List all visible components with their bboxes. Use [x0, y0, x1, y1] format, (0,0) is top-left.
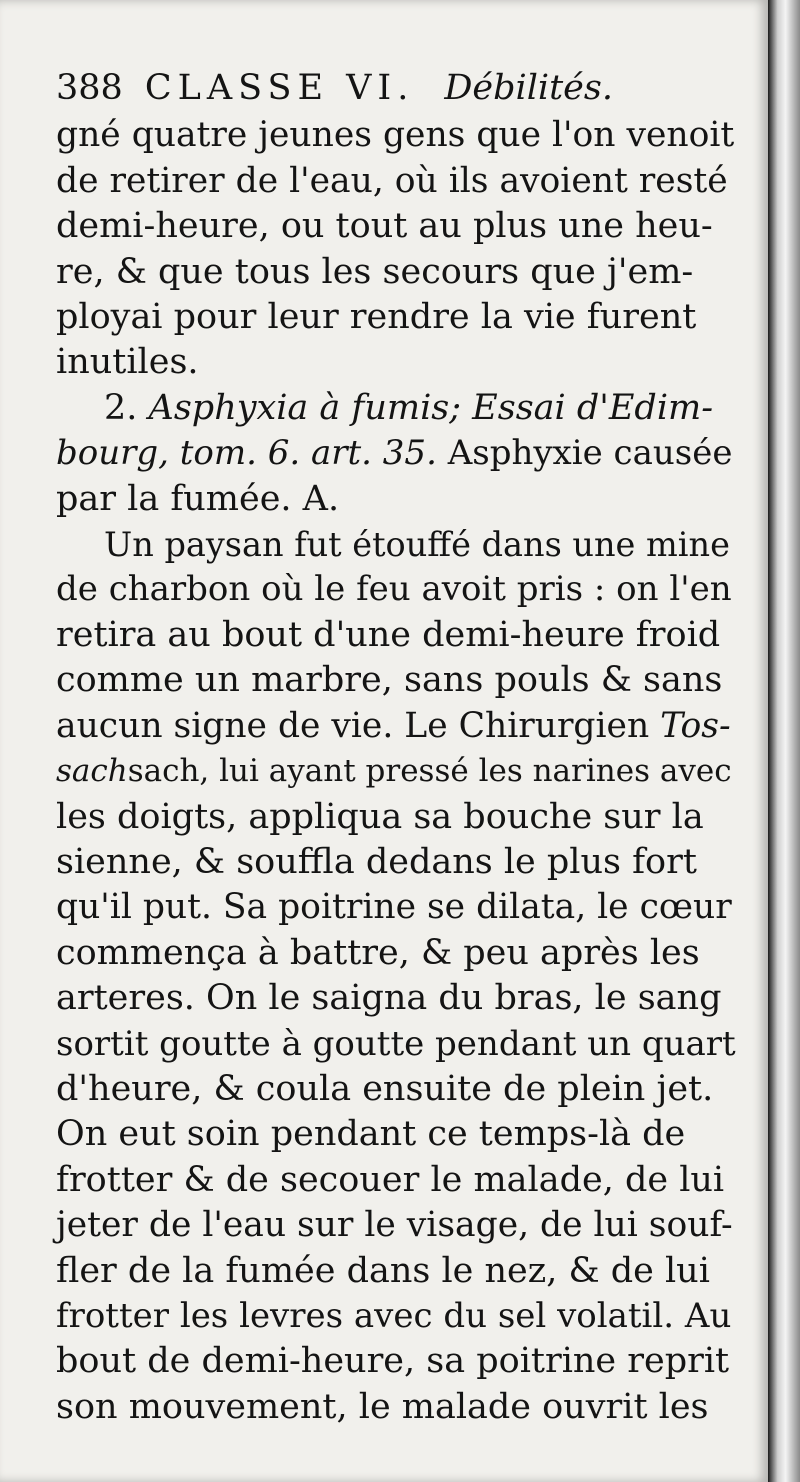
entry-heading — [56, 386, 736, 431]
book-edge — [768, 0, 800, 1482]
text-line: demi-heure, ou tout au plus une heu- — [56, 206, 713, 247]
text-line: arteres. On le saigna du bras, le sang — [56, 978, 722, 1019]
text-line — [56, 749, 736, 794]
text-line: les doigts, appliqua sa bouche sur la — [56, 796, 704, 837]
text-line: sortit goutte à goutte pendant un quart — [56, 1023, 736, 1064]
entry-french-title-end: par la fumée. A. — [56, 478, 340, 519]
text-line: ployai pour leur rendre la vie furent — [56, 297, 697, 338]
surgeon-name: Tos- — [660, 705, 731, 746]
text-line: re, & que tous les secours que j'em- — [56, 251, 694, 292]
text-line: frotter les levres avec du sel volatil. Au — [56, 1295, 732, 1336]
text-line: comme un marbre, sans pouls & sans — [56, 660, 723, 701]
text-line: d'heure, & coula ensuite de plein jet. — [56, 1068, 714, 1109]
page-text — [56, 66, 736, 1430]
entry-number: 2. — [104, 387, 138, 428]
text-line: Un paysan fut étouffé dans une mine — [104, 525, 730, 565]
section-topic: Débilités. — [444, 68, 613, 108]
entry-source: bourg, tom. 6. art. 35. — [56, 433, 437, 474]
text-line: commença à battre, & peu après les — [56, 932, 700, 973]
surgeon-name-end: sach — [56, 753, 128, 790]
text-line: de retirer de l'eau, où ils avoient resté — [56, 160, 728, 201]
entry-source-line — [56, 431, 736, 476]
text-line: frotter & de secouer le malade, de lui — [56, 1159, 725, 1200]
text-line: gné quatre jeunes gens que l'on venoit — [56, 115, 735, 156]
entry-latin-title: Asphyxia à fumis; Essai d'Edim- — [148, 387, 714, 428]
text-line: son mouvement, le malade ouvrit les — [56, 1386, 709, 1427]
text-line: inutiles. — [56, 342, 199, 383]
text-line: qu'il put. Sa poitrine se dilata, le cœur — [56, 887, 732, 928]
text-line: On eut soin pendant ce temps-là de — [56, 1114, 686, 1155]
page-number: 388 — [56, 68, 123, 108]
text-fragment: sach, lui ayant pressé les narines avec — [127, 753, 732, 790]
text-line: sienne, & souffla dedans le plus fort — [56, 841, 697, 882]
text-line: de charbon où le feu avoit pris : on l'en — [56, 569, 732, 610]
text-line — [56, 704, 736, 749]
section-title: CLASSE VI. — [144, 68, 415, 108]
text-fragment: aucun signe de vie. Le Chirurgien — [56, 705, 650, 746]
entry-french-title: Asphyxie causée — [447, 433, 733, 474]
running-header — [56, 66, 736, 111]
text-line: bout de demi-heure, sa poitrine reprit — [56, 1341, 730, 1382]
text-line: retira au bout d'une demi-heure froid — [56, 614, 721, 655]
text-line: jeter de l'eau sur le visage, de lui souf- — [56, 1205, 733, 1246]
text-line: fler de la fumée dans le nez, & de lui — [56, 1250, 710, 1291]
